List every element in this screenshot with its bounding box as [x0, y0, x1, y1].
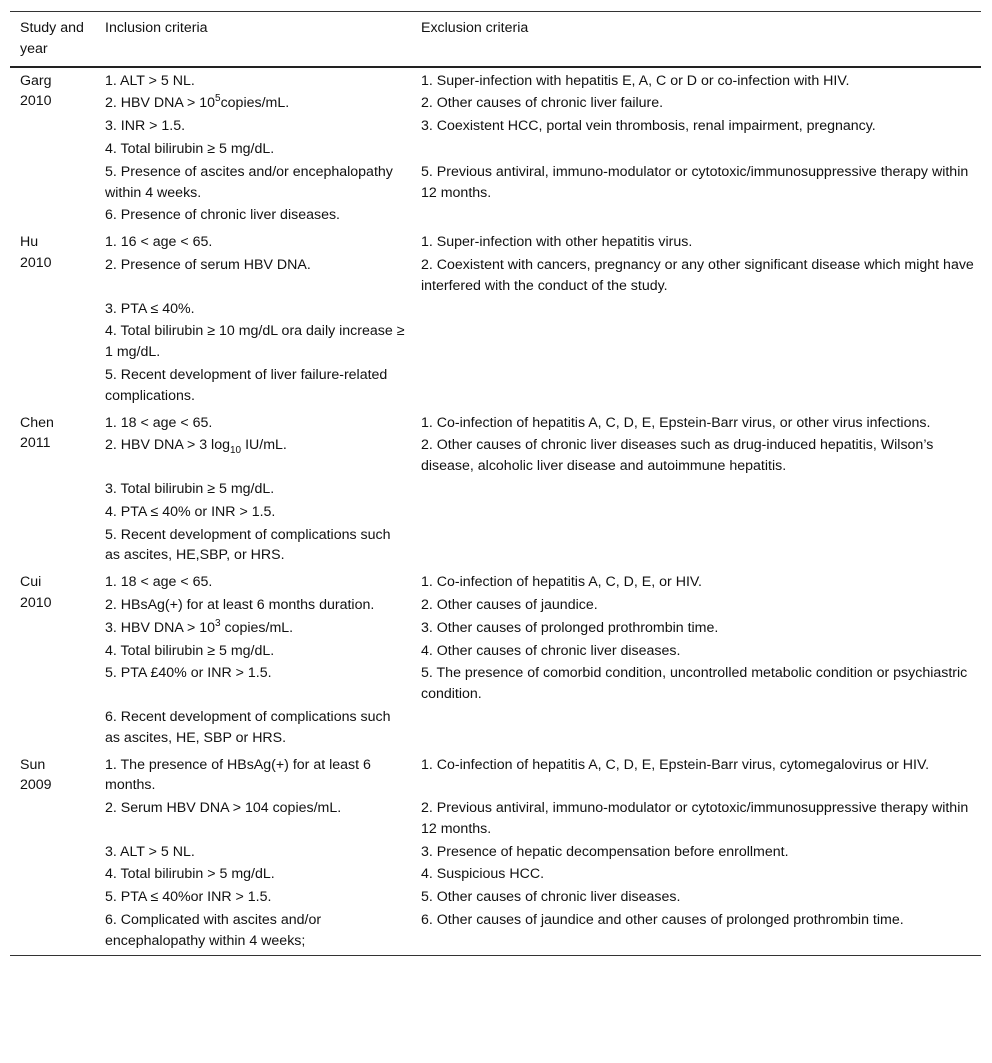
exclusion-cell: 1. Co-infection of hepatitis A, C, D, E, Epstein-Barr virus, or other virus infections. [421, 414, 931, 431]
table-row [10, 662, 981, 706]
table-row [10, 886, 981, 909]
inclusion-cell: 6. Recent development of complications such as ascites, HE, SBP or HRS. [105, 708, 391, 746]
table-row [10, 410, 981, 435]
study-year: 2009 [20, 777, 52, 794]
inclusion-cell: 3. INR > 1.5. [105, 118, 186, 135]
table-row [10, 909, 981, 955]
study-name: Chen [20, 414, 54, 431]
exclusion-cell: 2. Other causes of jaundice. [421, 596, 598, 613]
inclusion-text: 2. HBV DNA > 10 [105, 95, 216, 112]
inclusion-cell: 2. HBsAg(+) for at least 6 months duration. [105, 596, 375, 613]
inclusion-text: copies/mL. [220, 619, 294, 636]
inclusion-cell: 2. Serum HBV DNA > 104 copies/mL. [105, 800, 342, 817]
exclusion-cell: 3. Presence of hepatic decompensation before enrollment. [421, 843, 789, 860]
exclusion-cell: 1. Super-infection with other hepatitis virus. [421, 234, 693, 251]
exclusion-cell [411, 364, 981, 410]
inclusion-cell: 1. ALT > 5 NL. [105, 72, 195, 89]
inclusion-cell: 1. 16 < age < 65. [105, 234, 213, 251]
study-cell [10, 569, 95, 751]
study-name: Cui [20, 574, 42, 591]
inclusion-cell: 5. PTA £40% or INR > 1.5. [105, 665, 272, 682]
exclusion-cell: 4. Other causes of chronic liver diseases. [421, 642, 681, 659]
table-row [10, 594, 981, 617]
inclusion-cell: 4. Total bilirubin ≥ 5 mg/dL. [105, 642, 275, 659]
header-inclusion: Inclusion criteria [95, 12, 411, 67]
inclusion-cell: 4. Total bilirubin ≥ 5 mg/dL. [105, 140, 275, 157]
study-cell [10, 229, 95, 409]
inclusion-cell: 1. 18 < age < 65. [105, 574, 213, 591]
criteria-table [10, 11, 981, 956]
superscript: 5 [215, 93, 221, 105]
table-row [10, 478, 981, 501]
table-row [10, 254, 981, 298]
exclusion-cell: 5. The presence of comorbid condition, uncontrolled metabolic condition or psychiastric condition. [421, 665, 968, 703]
table-row [10, 569, 981, 594]
inclusion-cell [95, 617, 411, 640]
study-year: 2010 [20, 254, 52, 271]
subscript: 10 [230, 445, 242, 457]
table-row [10, 298, 981, 321]
study-cell [10, 67, 95, 230]
table-row [10, 640, 981, 663]
table-row [10, 797, 981, 841]
inclusion-cell [95, 434, 411, 478]
inclusion-cell: 5. Recent development of complications such as ascites, HE,SBP, or HRS. [105, 526, 391, 564]
exclusion-cell: 2. Coexistent with cancers, pregnancy or any other significant disease which might have interfered with the conduct of the study. [421, 256, 974, 294]
study-year: 2010 [20, 93, 52, 110]
table-row [10, 161, 981, 205]
inclusion-cell: 6. Presence of chronic liver diseases. [105, 207, 340, 224]
table-row [10, 92, 981, 115]
table-row [10, 204, 981, 229]
inclusion-text: 2. HBV DNA > 3 log [105, 437, 230, 454]
study-name: Hu [20, 234, 39, 251]
inclusion-cell: 3. Total bilirubin ≥ 5 mg/dL. [105, 480, 275, 497]
inclusion-cell: 4. PTA ≤ 40% or INR > 1.5. [105, 503, 276, 520]
table-row [10, 434, 981, 478]
exclusion-cell: 1. Co-infection of hepatitis A, C, D, E, or HIV. [421, 574, 702, 591]
table-row [10, 841, 981, 864]
inclusion-cell: 1. 18 < age < 65. [105, 414, 213, 431]
inclusion-cell: 1. The presence of HBsAg(+) for at least 6 months. [105, 756, 371, 794]
table-row [10, 524, 981, 570]
exclusion-cell [411, 524, 981, 570]
header-exclusion: Exclusion criteria [411, 12, 981, 67]
table-row [10, 138, 981, 161]
table-row [10, 67, 981, 93]
inclusion-text: copies/mL. [220, 95, 290, 112]
study-cell [10, 752, 95, 956]
inclusion-text: 3. HBV DNA > 10 [105, 619, 216, 636]
exclusion-cell [411, 298, 981, 321]
exclusion-cell [411, 204, 981, 229]
study-cell [10, 410, 95, 570]
header-row [10, 12, 981, 67]
inclusion-cell: 3. PTA ≤ 40%. [105, 300, 195, 317]
exclusion-cell: 3. Coexistent HCC, portal vein thrombosis, renal impairment, pregnancy. [421, 118, 876, 135]
exclusion-cell [411, 138, 981, 161]
table-row [10, 617, 981, 640]
exclusion-cell: 6. Other causes of jaundice and other causes of prolonged prothrombin time. [421, 912, 904, 929]
inclusion-cell: 6. Complicated with ascites and/or encephalopathy within 4 weeks; [105, 912, 322, 949]
table-row [10, 706, 981, 752]
table-row [10, 115, 981, 138]
inclusion-cell: 2. Presence of serum HBV DNA. [105, 256, 311, 273]
exclusion-cell: 2. Previous antiviral, immuno-modulator or cytotoxic/immunosuppressive therapy within 12 months. [421, 800, 969, 837]
inclusion-cell [95, 92, 411, 115]
table-row [10, 320, 981, 364]
criteria-body [10, 67, 981, 956]
inclusion-cell: 5. PTA ≤ 40%or INR > 1.5. [105, 889, 272, 906]
exclusion-cell: 4. Suspicious HCC. [421, 866, 545, 883]
exclusion-cell: 1. Super-infection with hepatitis E, A, C or D or co-infection with HIV. [421, 72, 850, 89]
table-row [10, 229, 981, 254]
study-name: Sun [20, 756, 46, 773]
exclusion-cell: 5. Other causes of chronic liver diseases. [421, 889, 681, 906]
inclusion-cell: 4. Total bilirubin ≥ 10 mg/dL ora daily increase ≥ 1 mg/dL. [105, 323, 405, 361]
exclusion-cell: 3. Other causes of prolonged prothrombin time. [421, 619, 719, 636]
exclusion-cell [411, 501, 981, 524]
inclusion-cell: 4. Total bilirubin > 5 mg/dL. [105, 866, 275, 883]
inclusion-cell: 3. ALT > 5 NL. [105, 843, 195, 860]
table-row [10, 863, 981, 886]
exclusion-cell: 2. Other causes of chronic liver diseases such as drug-induced hepatitis, Wilson’s disease, alcoholic liver disease and autoimmune hepatitis. [421, 437, 934, 475]
exclusion-cell: 5. Previous antiviral, immuno-modulator or cytotoxic/immunosuppressive therapy within 12 months. [421, 163, 969, 201]
study-year: 2011 [20, 435, 51, 452]
inclusion-cell: 5. Presence of ascites and/or encephalopathy within 4 weeks. [105, 163, 393, 201]
study-year: 2010 [20, 594, 52, 611]
header-study: Study and year [10, 12, 95, 67]
exclusion-cell [411, 706, 981, 752]
table-row [10, 501, 981, 524]
inclusion-cell: 5. Recent development of liver failure-related complications. [105, 366, 388, 404]
study-name: Garg [20, 72, 52, 89]
exclusion-cell: 2. Other causes of chronic liver failure. [421, 95, 664, 112]
exclusion-cell [411, 478, 981, 501]
superscript: 3 [215, 617, 221, 629]
table-row [10, 364, 981, 410]
exclusion-cell: 1. Co-infection of hepatitis A, C, D, E, Epstein-Barr virus, cytomegalovirus or HIV. [421, 756, 930, 773]
exclusion-cell [411, 320, 981, 364]
table-row [10, 752, 981, 798]
inclusion-text: IU/mL. [241, 437, 287, 454]
